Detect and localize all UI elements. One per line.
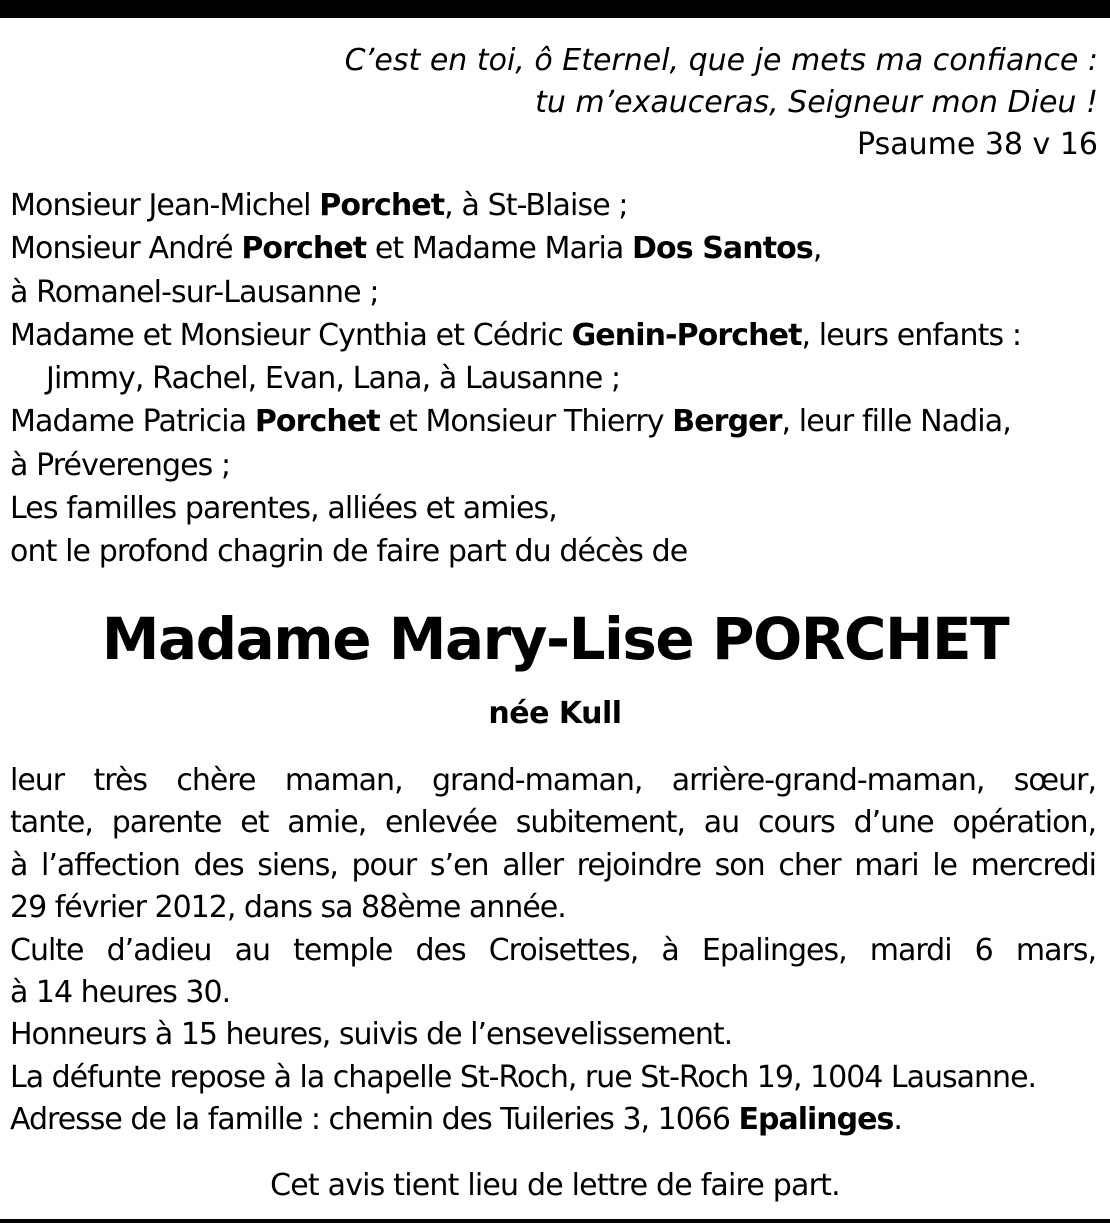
family-text: , leur fille Nadia, [781, 404, 1011, 440]
family-line: Les familles parentes, alliées et amies, [10, 491, 557, 527]
bottom-border-rule [0, 1219, 1110, 1223]
family-surname: Berger [672, 404, 782, 440]
family-line: ont le profond chagrin de faire part du décès de [10, 534, 688, 570]
family-text: Madame et Monsieur Cynthia et Cédric [10, 317, 572, 353]
family-text: et Monsieur Thierry [379, 404, 673, 440]
family-text: Monsieur Jean-Michel [10, 188, 320, 223]
family-line-children: Jimmy, Rachel, Evan, Lana, à Lausanne ; [46, 361, 621, 397]
family-line [10, 184, 1105, 227]
details-line: tante, parente et amie, enlevée subitement, au cours d’une opération, [10, 805, 1096, 841]
details-line [10, 1099, 1096, 1141]
family-surname: Genin-Porchet [571, 317, 802, 353]
verse-reference: Psaume 38 v 16 [857, 127, 1098, 162]
family-text: Madame Patricia [10, 404, 255, 440]
family-list [10, 184, 1105, 574]
family-text: , leurs enfants : [801, 317, 1022, 353]
maiden-name: née Kull [488, 696, 622, 731]
family-text: , à St-Blaise ; [444, 188, 628, 223]
family-text: Monsieur André [10, 231, 242, 267]
details-line: La défunte repose à la chapelle St-Roch, rue St-Roch 19, 1004 Lausanne. [10, 1059, 1037, 1095]
family-line [10, 227, 1105, 270]
details-bold-place: Epalinges [738, 1102, 894, 1138]
details-line: à 14 heures 30. [10, 975, 231, 1011]
closing-note: Cet avis tient lieu de lettre de faire part. [270, 1168, 840, 1203]
family-surname: Porchet [241, 231, 367, 267]
family-line [10, 400, 1105, 443]
details-text: . [893, 1102, 902, 1138]
details-line: Culte d’adieu au temple des Croisettes, à Epalinges, mardi 6 mars, [10, 932, 1096, 968]
details-line: Honneurs à 15 heures, suivis de l’ensevelissement. [10, 1017, 733, 1053]
family-line [10, 314, 1105, 357]
details-line: leur très chère maman, grand-maman, arrière-grand-maman, sœur, [10, 763, 1096, 798]
family-text: , [812, 231, 822, 267]
top-border-rule [0, 0, 1110, 18]
family-surname: Porchet [254, 404, 380, 440]
details-text: Adresse de la famille : chemin des Tuileries 3, 1066 [10, 1102, 739, 1138]
family-line: à Préverenges ; [10, 447, 231, 483]
details-line: 29 février 2012, dans sa 88ème année. [10, 890, 566, 926]
family-surname: Dos Santos [632, 231, 813, 267]
verse-line-2: tu m’exauceras, Seigneur mon Dieu ! [535, 85, 1098, 120]
psalm-verse [345, 40, 1098, 166]
family-text: et Madame Maria [366, 231, 632, 267]
family-surname: Porchet [319, 188, 445, 223]
details-line: à l’affection des siens, pour s’en aller rejoindre son cher mari le mercredi [10, 847, 1096, 883]
deceased-name: Madame Mary-Lise PORCHET [101, 605, 1009, 673]
verse-line-1: C’est en toi, ô Eternel, que je mets ma confiance : [344, 43, 1098, 78]
obituary-details [10, 760, 1096, 1142]
family-line: à Romanel-sur-Lausanne ; [10, 274, 379, 310]
